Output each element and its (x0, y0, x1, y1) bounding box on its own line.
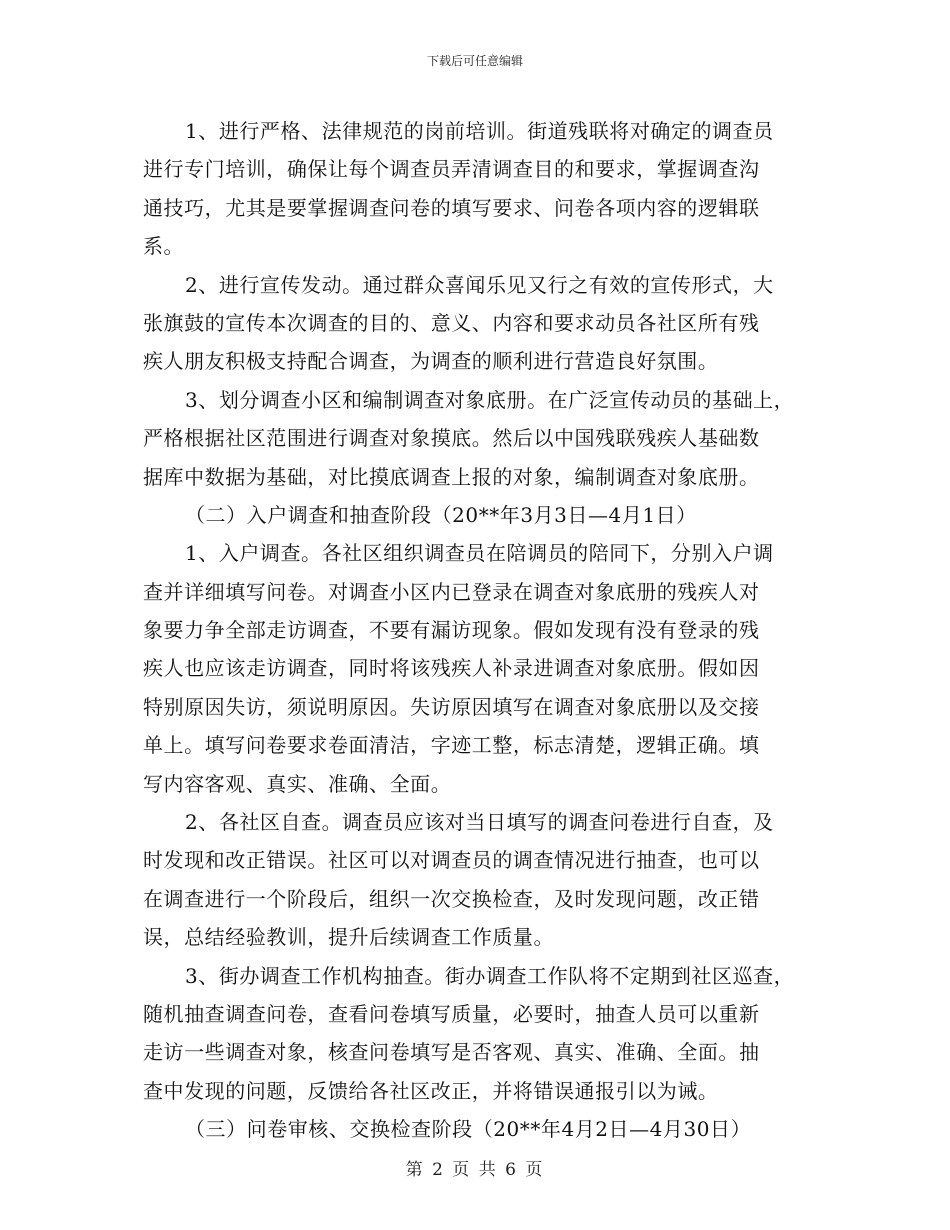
paragraph-line: 随机抽查调查问卷，查看问卷填写质量，必要时，抽查人员可以重新 (143, 1001, 760, 1026)
paragraph-line: 疾人朋友积极支持配合调查，为调查的顺利进行营造良好氛围。 (143, 349, 719, 374)
paragraph-line: 2、进行宣传发动。通过群众喜闻乐见又行之有效的宣传形式，大 (185, 272, 774, 297)
paragraph-line: 写内容客观、真实、准确、全面。 (143, 771, 452, 796)
section-heading: （二）入户调查和抽查阶段（20**年3月3日—4月1日） (185, 502, 697, 527)
paragraph-line: 象要力争全部走访调查，不要有漏访现象。假如发现有没有登录的残 (143, 618, 760, 643)
paragraph-line: 查并详细填写问卷。对调查小区内已登录在调查对象底册的残疾人对 (143, 579, 760, 604)
paragraph-line: 走访一些调查对象，核查问卷填写是否客观、真实、准确、全面。抽 (143, 1040, 760, 1065)
paragraph-line: 张旗鼓的宣传本次调查的目的、意义、内容和要求动员各社区所有残 (143, 310, 760, 335)
document-body (143, 112, 815, 1149)
paragraph-line: 2、各社区自查。调查员应该对当日填写的调查问卷进行自查，及 (185, 810, 774, 835)
paragraph-line: 疾人也应该走访调查，同时将该残疾人补录进调查对象底册。假如因 (143, 656, 760, 681)
section-heading: （三）问卷审核、交换检查阶段（20**年4月2日—4月30日） (185, 1117, 752, 1142)
paragraph-line: 单上。填写问卷要求卷面清洁，字迹工整，标志清楚，逻辑正确。填 (143, 733, 760, 758)
paragraph-line: 严格根据社区范围进行调查对象摸底。然后以中国残联残疾人基础数 (143, 426, 760, 451)
paragraph-line: 1、入户调查。各社区组织调查员在陪调员的陪同下，分别入户调 (185, 541, 774, 566)
paragraph-line: 在调查进行一个阶段后，组织一次交换检查，及时发现问题，改正错 (143, 886, 760, 911)
paragraph-line: 1、进行严格、法律规范的岗前培训。街道残联将对确定的调查员 (185, 119, 774, 143)
page-header: 下载后可任意编辑 (426, 54, 523, 68)
paragraph-line: 据库中数据为基础，对比摸底调查上报的对象，编制调查对象底册。 (143, 464, 760, 489)
paragraph-line: 进行专门培训，确保让每个调查员弄清调查目的和要求，掌握调查沟 (143, 157, 760, 182)
paragraph-line: 时发现和改正错误。社区可以对调查员的调查情况进行抽查，也可以 (143, 848, 760, 873)
paragraph-line: 查中发现的问题，反馈给各社区改正，并将错误通报引以为诫。 (143, 1078, 719, 1103)
paragraph-line: 特别原因失访，须说明原因。失访原因填写在调查对象底册以及交接 (143, 694, 760, 719)
paragraph-line: 通技巧，尤其是要掌握调查问卷的填写要求、问卷各项内容的逻辑联 (143, 195, 760, 220)
paragraph-line: 3、划分调查小区和编制调查对象底册。在广泛宣传动员的基础上， (185, 387, 795, 412)
paragraph-line: 3、街办调查工作机构抽查。街办调查工作队将不定期到社区巡查， (185, 963, 795, 988)
paragraph-line: 系。 (143, 234, 185, 259)
page-number-footer: 第 2 页 共 6 页 (405, 1160, 545, 1180)
paragraph-line: 误，总结经验教训，提升后续调查工作质量。 (143, 925, 554, 950)
